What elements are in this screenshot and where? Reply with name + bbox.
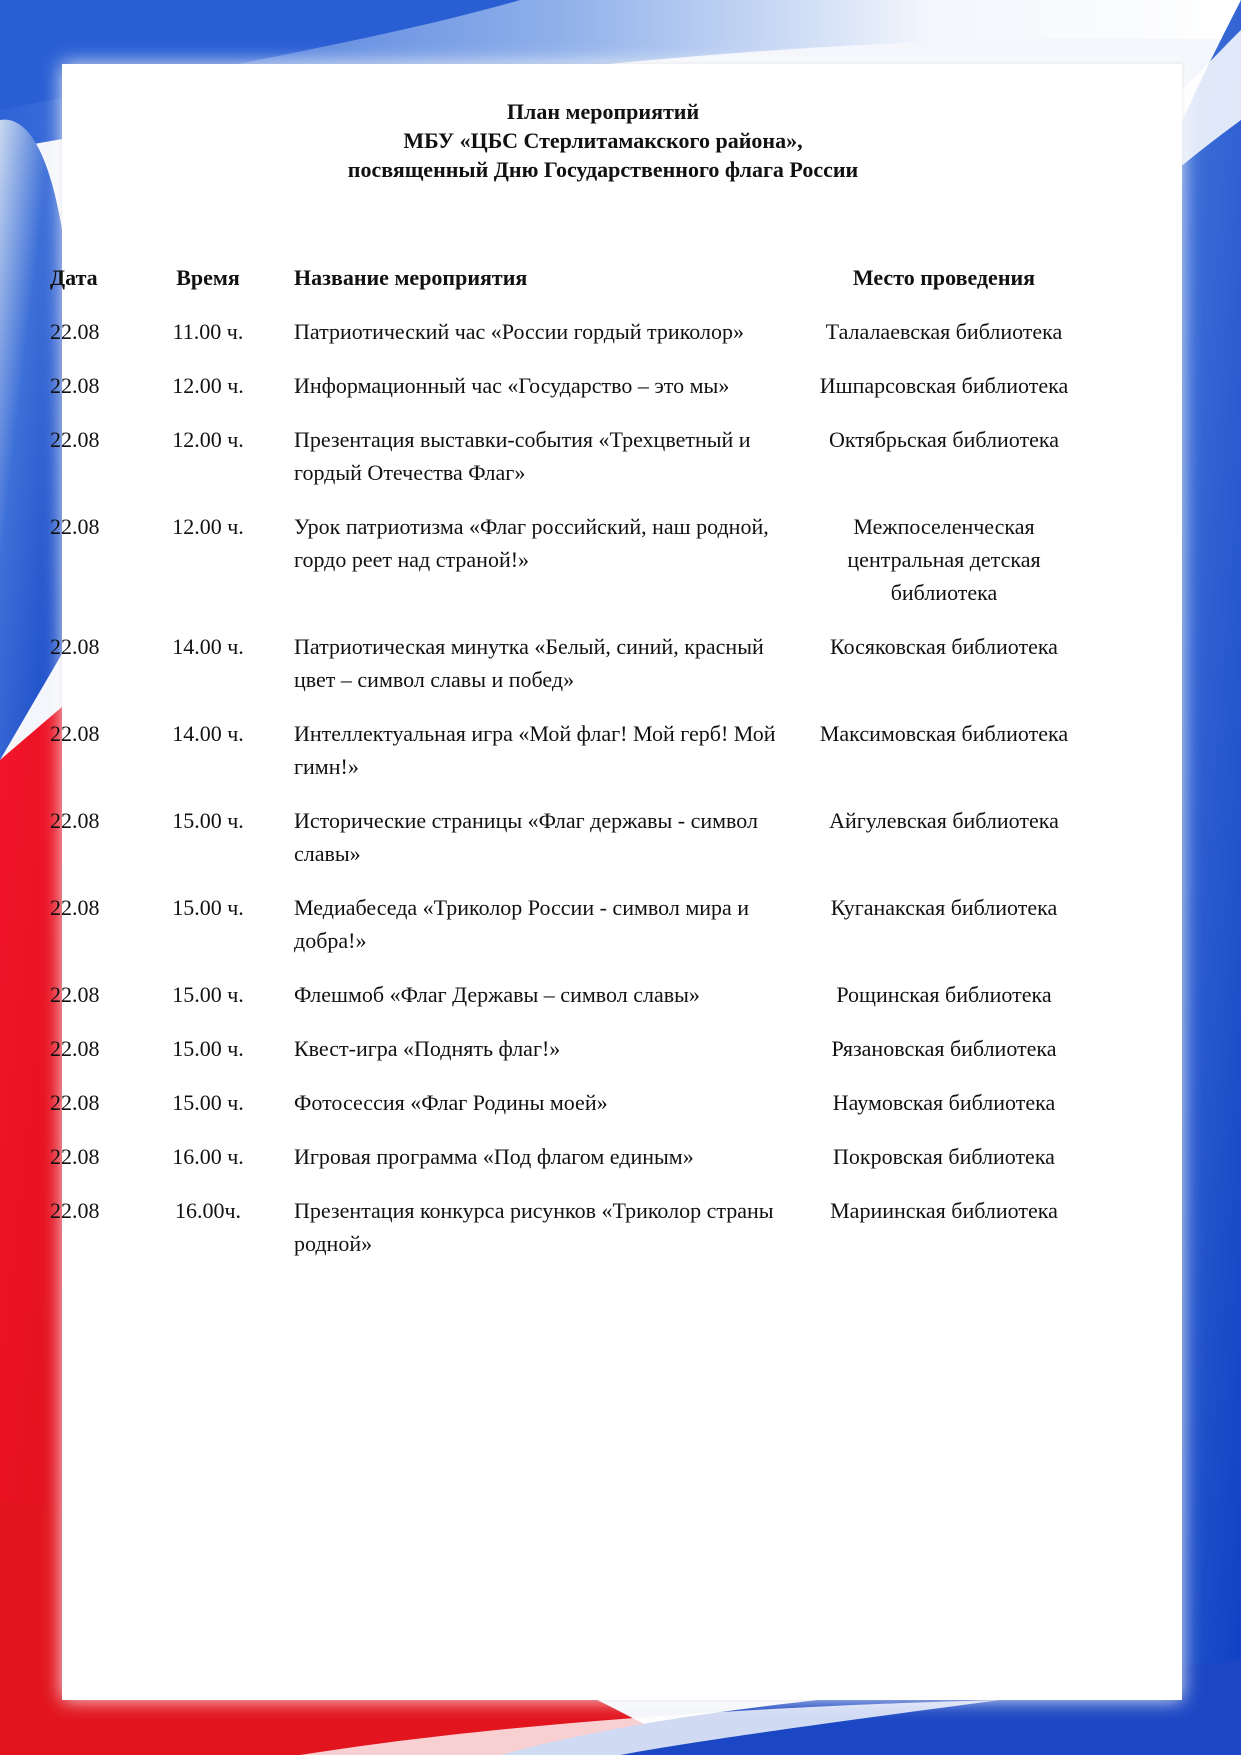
- table-row: [50, 1086, 1090, 1140]
- event-name: Флешмоб «Флаг Державы – символ славы»: [294, 982, 700, 1007]
- event-place: Айгулевская библиотека: [829, 808, 1059, 833]
- event-time: 15.00 ч.: [172, 982, 244, 1007]
- event-date: 22.08: [50, 514, 100, 539]
- event-date: 22.08: [50, 808, 100, 833]
- event-place: Рязановская библиотека: [831, 1036, 1057, 1061]
- event-time: 15.00 ч.: [172, 808, 244, 833]
- event-name: Патриотическая минутка «Белый, синий, красный цвет – символ славы и побед»: [294, 634, 764, 692]
- event-date: 22.08: [50, 895, 100, 920]
- table-row: [50, 891, 1090, 978]
- event-date: 22.08: [50, 1198, 100, 1223]
- event-date: 22.08: [50, 1090, 100, 1115]
- event-name: Интеллектуальная игра «Мой флаг! Мой герб! Мой гимн!»: [294, 721, 776, 779]
- table-row: [50, 717, 1090, 804]
- table-row: [50, 1140, 1090, 1194]
- event-place: Косяковская библиотека: [830, 634, 1058, 659]
- event-place: Наумовская библиотека: [832, 1090, 1056, 1115]
- event-time: 16.00 ч.: [172, 1144, 244, 1169]
- event-time: 14.00 ч.: [172, 721, 244, 746]
- event-time: 16.00ч.: [174, 1198, 242, 1223]
- event-name: Фотосессия «Флаг Родины моей»: [294, 1090, 608, 1115]
- event-name: Игровая программа «Под флагом единым»: [294, 1144, 694, 1169]
- event-date: 22.08: [50, 721, 100, 746]
- event-time: 14.00 ч.: [172, 634, 244, 659]
- event-date: 22.08: [50, 373, 100, 398]
- event-time: 15.00 ч.: [172, 895, 244, 920]
- table-row: [50, 315, 1090, 369]
- event-date: 22.08: [50, 634, 100, 659]
- event-date: 22.08: [50, 319, 100, 344]
- event-place: Рощинская библиотека: [836, 982, 1052, 1007]
- table-row: [50, 369, 1090, 423]
- event-place: Максимовская библиотека: [819, 721, 1069, 746]
- event-time: 15.00 ч.: [172, 1036, 244, 1061]
- event-place: Октябрьская библиотека: [828, 427, 1060, 452]
- table-header-row: [50, 257, 1090, 315]
- table-row: [50, 978, 1090, 1032]
- event-place: Куганакская библиотека: [830, 895, 1058, 920]
- event-place: Ишпарсовская библиотека: [819, 373, 1069, 398]
- page-title: [0, 97, 1206, 184]
- event-name: Урок патриотизма «Флаг российский, наш родной, гордо реет над страной!»: [294, 514, 769, 572]
- event-place: Межпоселенческая центральная детская библиотека: [847, 514, 1041, 605]
- table-row: [50, 1032, 1090, 1086]
- title-line-3: посвященный Дню Государственного флага России: [347, 157, 859, 182]
- title-line-1: План мероприятий: [506, 99, 700, 124]
- column-header-date: Дата: [50, 265, 98, 290]
- title-line-2: МБУ «ЦБС Стерлитамакского района»,: [403, 128, 803, 153]
- table-row: [50, 804, 1090, 891]
- event-name: Презентация выставки-события «Трехцветный и гордый Отечества Флаг»: [294, 427, 751, 485]
- event-name: Исторические страницы «Флаг державы - символ славы»: [294, 808, 758, 866]
- event-name: Презентация конкурса рисунков «Триколор страны родной»: [294, 1198, 774, 1256]
- event-name: Квест-игра «Поднять флаг!»: [294, 1036, 561, 1061]
- events-table: [50, 257, 1090, 1281]
- event-time: 15.00 ч.: [172, 1090, 244, 1115]
- table-row: [50, 1194, 1090, 1281]
- event-time: 12.00 ч.: [172, 373, 244, 398]
- column-header-name: Название мероприятия: [294, 265, 528, 290]
- table-row: [50, 423, 1090, 510]
- event-time: 12.00 ч.: [172, 427, 244, 452]
- event-place: Мариинская библиотека: [830, 1198, 1058, 1223]
- column-header-time: Время: [176, 265, 240, 290]
- event-date: 22.08: [50, 1144, 100, 1169]
- event-date: 22.08: [50, 982, 100, 1007]
- event-date: 22.08: [50, 427, 100, 452]
- event-name: Информационный час «Государство – это мы»: [294, 373, 730, 398]
- event-name: Патриотический час «России гордый триколор»: [294, 319, 744, 344]
- event-time: 11.00 ч.: [172, 319, 244, 344]
- event-date: 22.08: [50, 1036, 100, 1061]
- event-place: Покровская библиотека: [833, 1144, 1055, 1169]
- event-name: Медиабеседа «Триколор России - символ мира и добра!»: [294, 895, 750, 953]
- table-row: [50, 630, 1090, 717]
- column-header-place: Место проведения: [852, 265, 1036, 290]
- event-place: Талалаевская библиотека: [825, 319, 1063, 344]
- event-time: 12.00 ч.: [172, 514, 244, 539]
- table-row: [50, 510, 1090, 630]
